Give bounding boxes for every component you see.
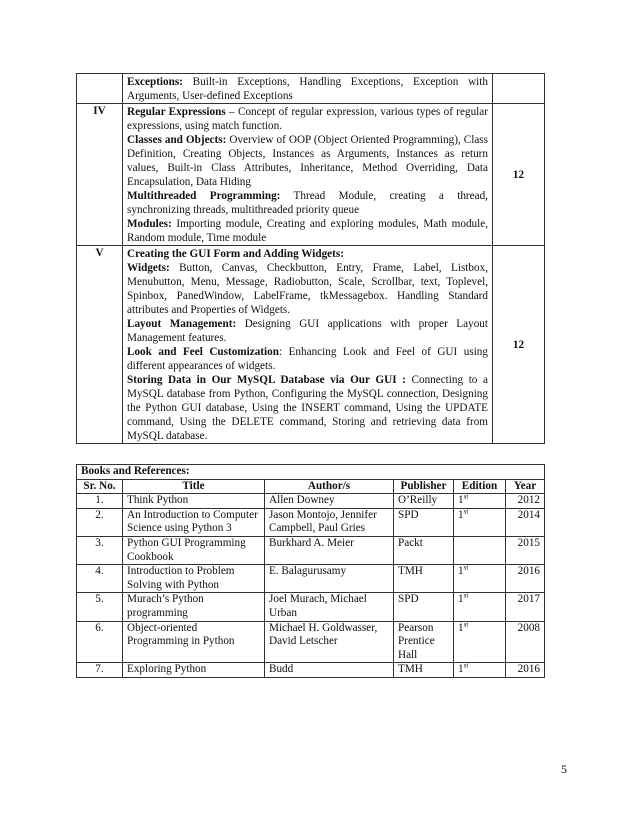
hours-cell: 12 — [493, 104, 545, 246]
title-cell: Object-oriented Programming in Python — [123, 621, 265, 663]
topic-paragraph — [127, 373, 488, 443]
topic-heading: Regular Expressions — [127, 106, 226, 118]
topic-heading: Classes and Objects: — [127, 134, 227, 146]
topic-text: Button, Canvas, Checkbutton, Entry, Frame, Label, Listbox, Menubutton, Menu, Message, Radiobutton, Scale, Scrollbar, text, Toplevel, Spinbox, PanedWindow, LabelFrame, tkMessagebox. Handling Standard attributes and Properties of Widgets. — [127, 262, 488, 316]
edition-number: 1 — [458, 621, 464, 634]
publisher-cell: SPD — [394, 593, 454, 621]
books-caption: Books and References: — [77, 465, 545, 480]
edition-number: 1 — [458, 565, 464, 578]
topic-text: Importing module, Creating and exploring modules, Math module, Random module, Time module — [127, 218, 488, 244]
author-cell: Jason Montojo, Jennifer Campbell, Paul Gries — [265, 508, 394, 536]
table-row — [77, 593, 545, 621]
page-number: 5 — [561, 762, 567, 776]
table-row — [77, 536, 545, 564]
edition-cell — [454, 536, 506, 564]
title-cell: An Introduction to Computer Science using Python 3 — [123, 508, 265, 536]
header-title: Title — [123, 479, 265, 494]
topic-heading: Widgets: — [127, 262, 170, 274]
author-cell: Budd — [265, 663, 394, 678]
year-cell: 2014 — [506, 508, 545, 536]
topic-paragraph — [127, 247, 488, 261]
year-cell: 2008 — [506, 621, 545, 663]
syllabus-row — [77, 104, 545, 246]
unit-cell: IV — [77, 104, 123, 246]
table-row — [77, 565, 545, 593]
content-cell — [123, 246, 493, 444]
unit-cell: V — [77, 246, 123, 444]
author-cell: Burkhard A. Meier — [265, 536, 394, 564]
topic-heading: Look and Feel Customization — [127, 346, 279, 358]
edition-cell — [454, 621, 506, 663]
topic-paragraph — [127, 345, 488, 373]
topic-text: Thread Module, creating a thread, synchronizing threads, multithreaded priority queue — [127, 190, 488, 216]
content-cell — [123, 104, 493, 246]
header-sr: Sr. No. — [77, 479, 123, 494]
books-table — [76, 464, 545, 678]
author-cell: E. Balagurusamy — [265, 565, 394, 593]
sr-cell: 6. — [77, 621, 123, 663]
sr-cell: 3. — [77, 536, 123, 564]
content-cell — [123, 74, 493, 104]
title-cell: Python GUI Programming Cookbook — [123, 536, 265, 564]
edition-suffix: st — [463, 591, 469, 600]
topic-heading: Layout Management: — [127, 318, 237, 330]
publisher-cell: TMH — [394, 663, 454, 678]
books-body — [77, 494, 545, 678]
topic-heading: Modules: — [127, 218, 172, 230]
title-cell: Introduction to Problem Solving with Python — [123, 565, 265, 593]
year-cell: 2017 — [506, 593, 545, 621]
topic-heading: Exceptions: — [127, 76, 183, 88]
year-cell: 2015 — [506, 536, 545, 564]
syllabus-row — [77, 246, 545, 444]
sr-cell: 4. — [77, 565, 123, 593]
books-header-row — [77, 479, 545, 494]
year-cell: 2016 — [506, 565, 545, 593]
sr-cell: 2. — [77, 508, 123, 536]
syllabus-row — [77, 74, 545, 104]
topic-text: Built-in Exceptions, Handling Exceptions, Exception with Arguments, User-defined Exceptions — [127, 76, 488, 102]
edition-suffix: st — [463, 563, 469, 572]
header-author: Author/s — [265, 479, 394, 494]
header-year: Year — [506, 479, 545, 494]
topic-paragraph — [127, 261, 488, 317]
edition-cell — [454, 593, 506, 621]
header-edition: Edition — [454, 479, 506, 494]
edition-number: 1 — [458, 593, 464, 606]
table-row — [77, 508, 545, 536]
edition-number: 1 — [458, 663, 464, 676]
topic-paragraph — [127, 105, 488, 133]
syllabus-table — [76, 73, 545, 444]
author-cell: Joel Murach, Michael Urban — [265, 593, 394, 621]
author-cell: Allen Downey — [265, 494, 394, 509]
topic-heading: Storing Data in Our MySQL Database via Our GUI : — [127, 374, 406, 386]
title-cell: Exploring Python — [123, 663, 265, 678]
edition-cell — [454, 663, 506, 678]
topic-paragraph — [127, 133, 488, 189]
edition-suffix: st — [463, 492, 469, 501]
year-cell: 2012 — [506, 494, 545, 509]
edition-cell — [454, 494, 506, 509]
topic-text: Connecting to a MySQL database from Python, Configuring the MySQL connection, Designing the Python GUI database, Using the INSERT command, Using the UPDATE command, Using the DELETE command, Storing and retrieving data from MySQL database. — [127, 374, 488, 442]
table-row — [77, 663, 545, 678]
title-cell: Murach’s Python programming — [123, 593, 265, 621]
topic-text: Designing GUI applications with proper Layout Management features. — [127, 318, 488, 344]
publisher-cell: TMH — [394, 565, 454, 593]
topic-text: Overview of OOP (Object Oriented Programming), Class Definition, Creating Objects, Instances as Arguments, Instances as return values, Built-in Class Attributes, Inheritance, Method Overriding, Data Encapsulation, Data Hiding — [127, 134, 489, 188]
publisher-cell: SPD — [394, 508, 454, 536]
edition-cell — [454, 565, 506, 593]
topic-paragraph — [127, 217, 488, 245]
topic-text: – Concept of regular expression, various types of regular expressions, using match function. — [127, 106, 488, 132]
topic-heading: Creating the GUI Form and Adding Widgets: — [127, 248, 344, 260]
topic-text: : Enhancing Look and Feel of GUI using different appearances of widgets. — [127, 346, 488, 372]
edition-suffix: st — [463, 619, 469, 628]
publisher-cell: Packt — [394, 536, 454, 564]
unit-cell — [77, 74, 123, 104]
year-cell: 2016 — [506, 663, 545, 678]
header-publisher: Publisher — [394, 479, 454, 494]
edition-suffix: st — [463, 507, 469, 516]
table-row — [77, 621, 545, 663]
publisher-cell: O’Reilly — [394, 494, 454, 509]
topic-paragraph — [127, 75, 488, 103]
books-caption-row — [77, 465, 545, 480]
hours-cell — [493, 74, 545, 104]
sr-cell: 5. — [77, 593, 123, 621]
edition-number: 1 — [458, 508, 464, 521]
hours-cell: 12 — [493, 246, 545, 444]
topic-heading: Multithreaded Programming: — [127, 190, 281, 202]
edition-suffix: st — [463, 661, 469, 670]
publisher-cell: Pearson Prentice Hall — [394, 621, 454, 663]
topic-paragraph — [127, 317, 488, 345]
table-row — [77, 494, 545, 509]
author-cell: Michael H. Goldwasser, David Letscher — [265, 621, 394, 663]
topic-paragraph — [127, 189, 488, 217]
sr-cell: 7. — [77, 663, 123, 678]
edition-number: 1 — [458, 494, 464, 507]
sr-cell: 1. — [77, 494, 123, 509]
title-cell: Think Python — [123, 494, 265, 509]
edition-cell — [454, 508, 506, 536]
